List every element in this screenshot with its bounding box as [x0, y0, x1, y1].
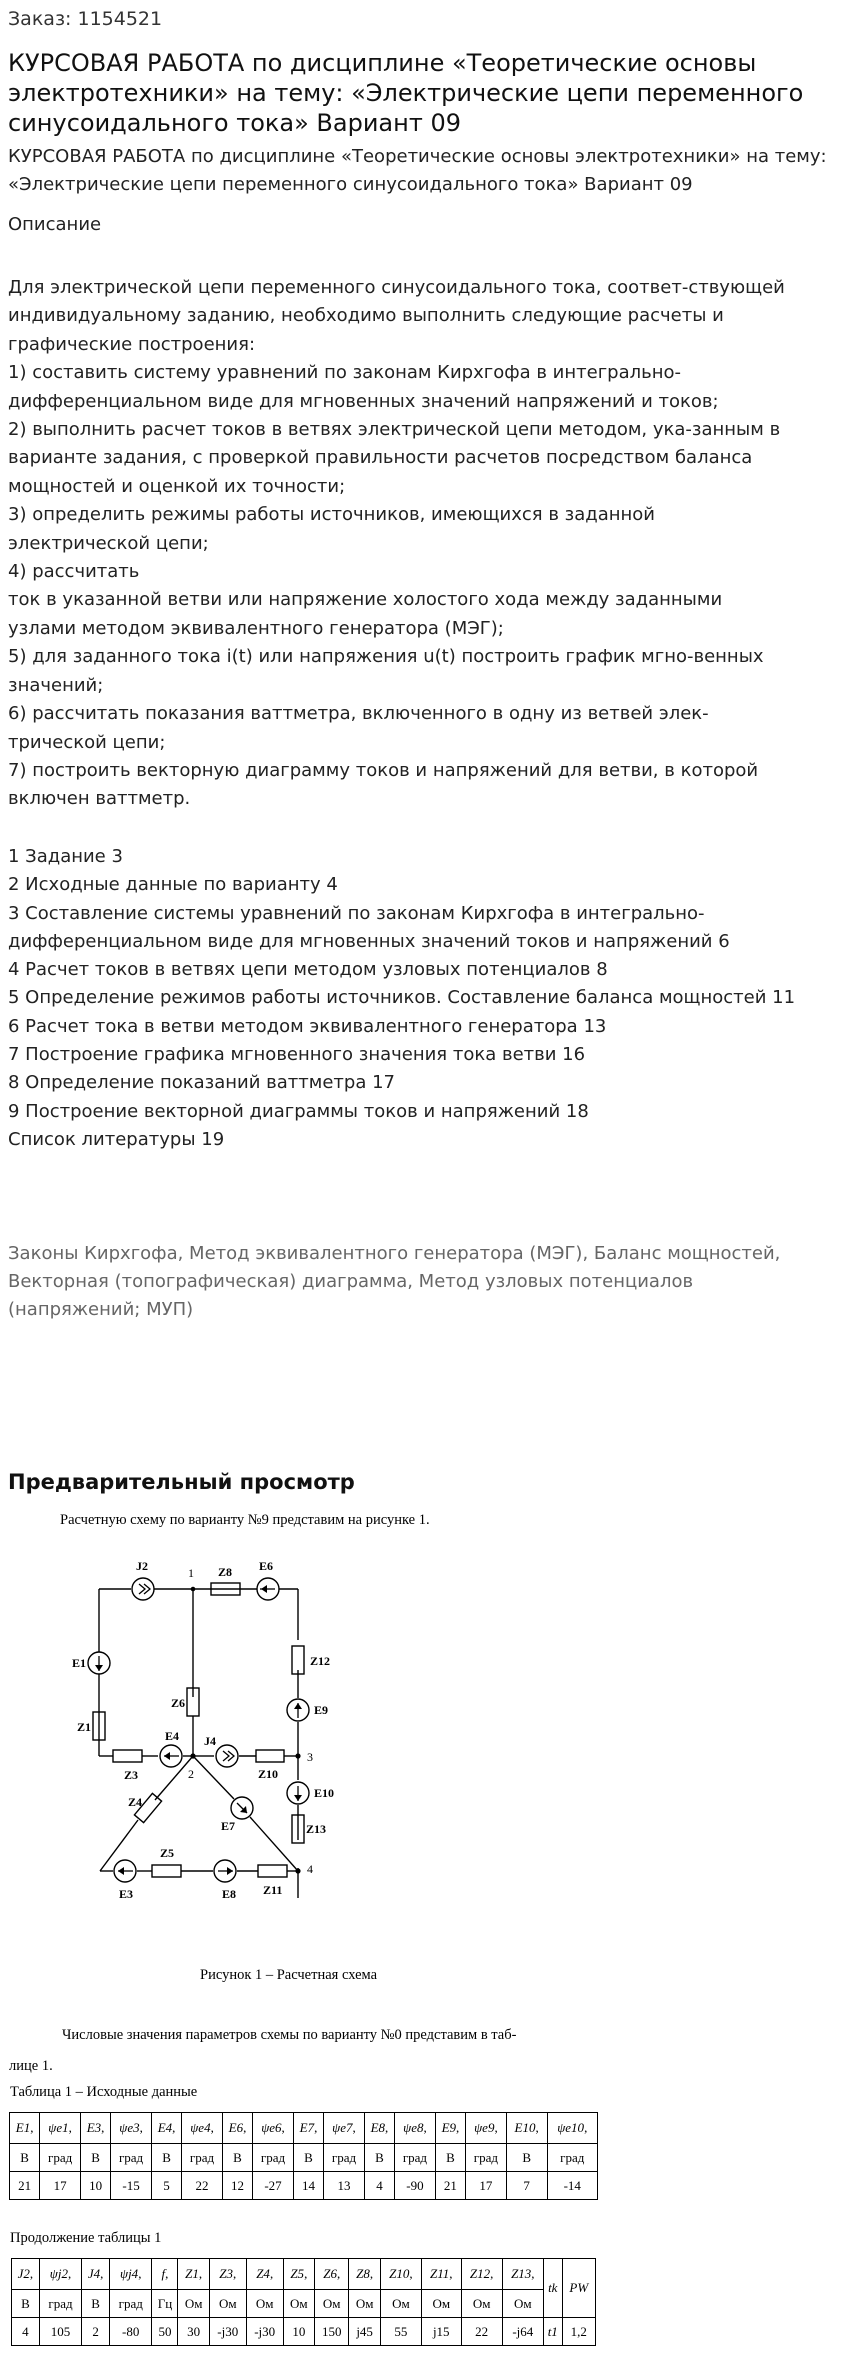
- table-cell: 22: [182, 2172, 223, 2200]
- description-line: включен ваттметр.: [8, 788, 191, 810]
- table-cell: E8,: [364, 2113, 394, 2144]
- table-cell: Z1,: [178, 2259, 209, 2290]
- table-cell: Z12,: [461, 2259, 502, 2290]
- table-cell: Ом: [178, 2290, 209, 2318]
- table-cell: Ом: [349, 2290, 380, 2318]
- table-row: [12, 2318, 596, 2346]
- table-cell: 5: [151, 2172, 181, 2200]
- table-cell: -14: [547, 2172, 597, 2200]
- table-cell: В: [12, 2290, 40, 2318]
- table-cell: Z4,: [246, 2259, 283, 2290]
- tags-line: Векторная (топографическая) диаграмма, Метод узловых потенциалов: [8, 1271, 694, 1292]
- toc-item: 7 Построение графика мгновенного значения тока ветви 16: [8, 1044, 586, 1066]
- table-cell: В: [151, 2144, 181, 2172]
- table-cell: В: [222, 2144, 252, 2172]
- table-cell: t1: [543, 2318, 562, 2346]
- circuit-diagram: [72, 1535, 535, 1965]
- table-cell: 2: [82, 2318, 110, 2346]
- toc-item: 5 Определение режимов работы источников. Составление баланса мощностей 11: [8, 987, 796, 1009]
- table-cell: 30: [178, 2318, 209, 2346]
- table-cell: Ом: [283, 2290, 314, 2318]
- table-cell: 22: [461, 2318, 502, 2346]
- description-line: Для электрической цепи переменного синусоидального тока, соответ-ствующей: [8, 277, 785, 298]
- table-cell: 10: [283, 2318, 314, 2346]
- table-cell: ψj2,: [39, 2259, 81, 2290]
- table-cell: 105: [39, 2318, 81, 2346]
- table-row: [12, 2259, 596, 2290]
- label-Z11: Z11: [263, 1883, 283, 1897]
- table-row: [10, 2113, 598, 2144]
- description-line: 3) определить режимы работы источников, имеющихся в заданной: [8, 504, 655, 526]
- table-of-contents: [8, 843, 838, 1154]
- table-cell: E3,: [80, 2113, 110, 2144]
- description-line: варианте задания, с проверкой правильности расчетов посредством баланса: [8, 447, 753, 469]
- table-cell: 13: [324, 2172, 365, 2200]
- table-cell: tk: [543, 2259, 562, 2318]
- description-line: трической цепи;: [8, 731, 166, 753]
- table-cell: ψe1,: [40, 2113, 81, 2144]
- table-cell: В: [506, 2144, 547, 2172]
- label-Z10: Z10: [258, 1767, 279, 1781]
- source-data-table: [9, 2112, 598, 2200]
- table-cell: Ом: [209, 2290, 246, 2318]
- table-cell: 55: [380, 2318, 421, 2346]
- table-cell: В: [82, 2290, 110, 2318]
- table-cell: Z5,: [283, 2259, 314, 2290]
- figure-caption: Рисунок 1 – Расчетная схема: [200, 1967, 378, 1983]
- table-cell: град: [253, 2144, 294, 2172]
- table-cell: В: [10, 2144, 40, 2172]
- table-cell: E7,: [293, 2113, 323, 2144]
- table-row: [10, 2144, 598, 2172]
- table-cell: 14: [293, 2172, 323, 2200]
- table1-caption: Таблица 1 – Исходные данные: [10, 2084, 198, 2100]
- page-subtitle: КУРСОВАЯ РАБОТА по дисциплине «Теоретические основы электротехники» на тему: «Электрические цепи переменного синусоидального тока» Вариант 09: [8, 146, 827, 195]
- table-cell: E4,: [151, 2113, 181, 2144]
- label-Z13: Z13: [306, 1822, 327, 1836]
- toc-item: 8 Определение показаний ваттметра 17: [8, 1072, 395, 1094]
- table-cell: Ом: [502, 2290, 543, 2318]
- table-cell: 1,2: [562, 2318, 595, 2346]
- toc-item: дифференциальном виде для мгновенных значений токов и напряжений 6: [8, 930, 730, 952]
- table-cell: Z13,: [502, 2259, 543, 2290]
- table2-caption: Продолжение таблицы 1: [10, 2230, 162, 2246]
- table-cell: Ом: [380, 2290, 421, 2318]
- preview-heading: Предварительный просмотр: [8, 1470, 355, 1494]
- table-cell: В: [80, 2144, 110, 2172]
- label-Z12: Z12: [310, 1654, 331, 1668]
- order-number: Заказ: 1154521: [8, 8, 163, 30]
- toc-item: 9 Построение векторной диаграммы токов и напряжений 18: [8, 1100, 589, 1122]
- table-cell: Z8,: [349, 2259, 380, 2290]
- table-cell: ψe6,: [253, 2113, 294, 2144]
- description-line: индивидуальному заданию, необходимо выполнить следующие расчеты и: [8, 305, 724, 327]
- label-E9: E9: [314, 1703, 329, 1717]
- table-cell: 10: [80, 2172, 110, 2200]
- table-cell: град: [324, 2144, 365, 2172]
- table-cell: Гц: [152, 2290, 178, 2318]
- table-cell: Z6,: [314, 2259, 348, 2290]
- table-cell: 4: [12, 2318, 40, 2346]
- table-cell: град: [395, 2144, 436, 2172]
- table-cell: PW: [562, 2259, 595, 2318]
- label-J2: J2: [136, 1559, 148, 1573]
- table-cell: J4,: [82, 2259, 110, 2290]
- description-line: 2) выполнить расчет токов в ветвях электрической цепи методом, ука-занным в: [8, 419, 781, 441]
- table-cell: ψe4,: [182, 2113, 223, 2144]
- description-line: графические построения:: [8, 333, 256, 355]
- table-cell: Z3,: [209, 2259, 246, 2290]
- node-2-label: 2: [188, 1767, 194, 1781]
- tags-line: (напряжений; МУП): [8, 1299, 194, 1320]
- label-Z8: Z8: [218, 1565, 233, 1579]
- table-cell: E9,: [435, 2113, 465, 2144]
- table-cell: -27: [253, 2172, 294, 2200]
- node-1-label: 1: [188, 1566, 194, 1580]
- table-cell: град: [40, 2144, 81, 2172]
- params-intro-line2: лице 1.: [9, 2058, 53, 2074]
- table-cell: град: [110, 2290, 152, 2318]
- label-E4: E4: [165, 1729, 180, 1743]
- description-line: электрической цепи;: [8, 532, 209, 554]
- table-cell: 150: [314, 2318, 348, 2346]
- toc-item: 2 Исходные данные по варианту 4: [8, 874, 338, 896]
- description-label: Описание: [8, 214, 102, 235]
- table-cell: ψj4,: [110, 2259, 152, 2290]
- table-cell: 21: [435, 2172, 465, 2200]
- table-cell: Z10,: [380, 2259, 421, 2290]
- table-cell: В: [435, 2144, 465, 2172]
- table-cell: -j30: [209, 2318, 246, 2346]
- table-cell: j15: [421, 2318, 461, 2346]
- table-cell: ψe10,: [547, 2113, 597, 2144]
- table-row: [12, 2290, 596, 2318]
- toc-item: Список литературы 19: [8, 1128, 225, 1150]
- table-cell: -j64: [502, 2318, 543, 2346]
- params-intro-line1: Числовые значения параметров схемы по варианту №0 представим в таб-: [62, 2027, 517, 2043]
- description-line: 4) рассчитать: [8, 561, 140, 583]
- table-cell: E1,: [10, 2113, 40, 2144]
- table-cell: град: [182, 2144, 223, 2172]
- table-cell: Ом: [421, 2290, 461, 2318]
- table-cell: Z11,: [421, 2259, 461, 2290]
- description-line: значений;: [8, 674, 104, 696]
- label-Z5: Z5: [160, 1846, 175, 1860]
- table-cell: град: [466, 2144, 507, 2172]
- table-cell: J2,: [12, 2259, 40, 2290]
- label-E6: E6: [259, 1559, 274, 1573]
- description-line: мощностей и оценкой их точности;: [8, 475, 346, 497]
- scheme-intro: Расчетную схему по варианту №9 представим на рисунке 1.: [60, 1512, 430, 1528]
- page-title: КУРСОВАЯ РАБОТА по дисциплине «Теоретические основы электротехники» на тему: «Электрические цепи переменного синусоидального тока» Вариант 09: [8, 49, 804, 137]
- table-cell: 12: [222, 2172, 252, 2200]
- toc-item: 1 Задание 3: [8, 846, 123, 867]
- table-cell: -j30: [246, 2318, 283, 2346]
- description-line: 1) составить систему уравнений по законам Кирхгофа в интегрально-: [8, 362, 682, 384]
- label-E10: E10: [314, 1786, 335, 1800]
- table-cell: -90: [395, 2172, 436, 2200]
- toc-item: 6 Расчет тока в ветви методом эквивалентного генератора 13: [8, 1015, 607, 1037]
- table-cell: град: [39, 2290, 81, 2318]
- table-row: [10, 2172, 598, 2200]
- table-cell: Ом: [461, 2290, 502, 2318]
- table-cell: -15: [111, 2172, 152, 2200]
- table-cell: 50: [152, 2318, 178, 2346]
- toc-item: 3 Составление системы уравнений по законам Кирхгофа в интегрально-: [8, 902, 705, 924]
- table-cell: В: [293, 2144, 323, 2172]
- source-data-table-continued: [11, 2258, 596, 2346]
- table-cell: 17: [466, 2172, 507, 2200]
- table-cell: ψe7,: [324, 2113, 365, 2144]
- table-cell: -80: [110, 2318, 152, 2346]
- table-cell: 21: [10, 2172, 40, 2200]
- description-line: дифференциальном виде для мгновенных значений напряжений и токов;: [8, 390, 719, 412]
- table-cell: Ом: [246, 2290, 283, 2318]
- tags: [8, 1240, 838, 1324]
- table-cell: град: [547, 2144, 597, 2172]
- table-cell: Ом: [314, 2290, 348, 2318]
- description-text: [8, 274, 838, 814]
- tags-line: Законы Кирхгофа, Метод эквивалентного генератора (МЭГ), Баланс мощностей,: [8, 1243, 781, 1264]
- description-line: узлами методом эквивалентного генератора (МЭГ);: [8, 617, 504, 639]
- label-Z3: Z3: [124, 1768, 139, 1782]
- table-cell: 4: [364, 2172, 394, 2200]
- node-3-label: 3: [307, 1750, 313, 1764]
- label-E3: E3: [119, 1887, 134, 1901]
- description-line: ток в указанной ветви или напряжение холостого хода между заданными: [8, 589, 723, 611]
- label-E1: E1: [72, 1656, 87, 1670]
- label-E8: E8: [222, 1887, 237, 1901]
- description-line: 5) для заданного тока i(t) или напряжения u(t) построить график мгно-венных: [8, 646, 764, 668]
- table-cell: град: [111, 2144, 152, 2172]
- toc-item: 4 Расчет токов в ветвях цепи методом узловых потенциалов 8: [8, 959, 608, 981]
- table-cell: j45: [349, 2318, 380, 2346]
- label-Z1: Z1: [77, 1720, 92, 1734]
- table-cell: E6,: [222, 2113, 252, 2144]
- label-Z4: Z4: [128, 1795, 143, 1809]
- table-cell: E10,: [506, 2113, 547, 2144]
- label-J4: J4: [204, 1734, 216, 1748]
- table-cell: В: [364, 2144, 394, 2172]
- table-cell: 17: [40, 2172, 81, 2200]
- description-line: 6) рассчитать показания ваттметра, включенного в одну из ветвей элек-: [8, 703, 709, 725]
- label-E7: E7: [221, 1819, 236, 1833]
- description-line: 7) построить векторную диаграмму токов и напряжений для ветви, в которой: [8, 759, 759, 781]
- label-Z6: Z6: [171, 1696, 186, 1710]
- table-cell: f,: [152, 2259, 178, 2290]
- table-cell: ψe3,: [111, 2113, 152, 2144]
- table-cell: ψe9,: [466, 2113, 507, 2144]
- table-cell: 7: [506, 2172, 547, 2200]
- table-cell: ψe8,: [395, 2113, 436, 2144]
- node-4-label: 4: [307, 1862, 313, 1876]
